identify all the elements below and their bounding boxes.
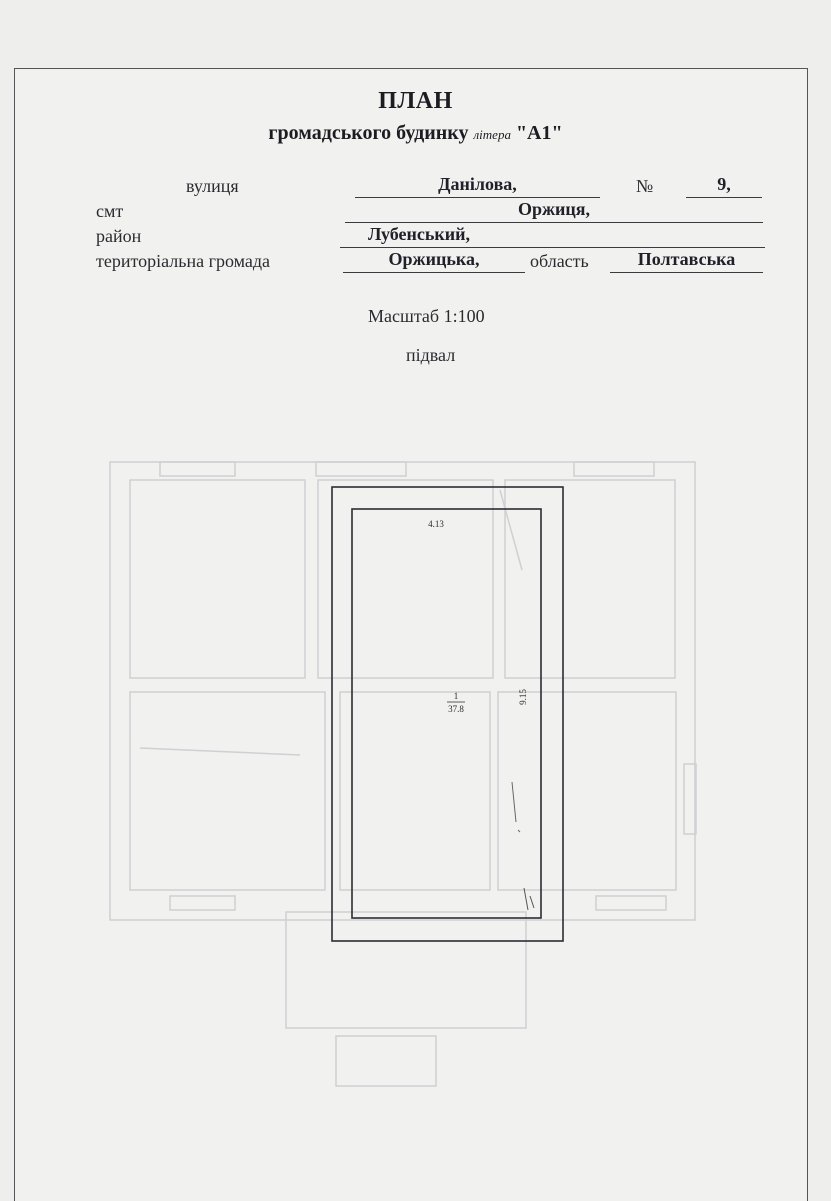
- number-label: №: [636, 176, 654, 196]
- room-area: 37.8: [448, 704, 464, 714]
- community-label: територіальна громада: [96, 251, 271, 271]
- background-floor-plan: [110, 462, 696, 1086]
- basement-room-outline: [352, 509, 541, 918]
- settlement-label: смт: [96, 201, 124, 221]
- subtitle-small: літера: [473, 127, 511, 142]
- district-value: Лубенський,: [368, 224, 470, 244]
- street-value: Данілова,: [438, 174, 517, 194]
- number-value: 9,: [717, 174, 731, 194]
- document-title: ПЛАН: [378, 88, 453, 114]
- subtitle-main: громадського будинку: [268, 122, 469, 144]
- settlement-value: Оржиця,: [517, 199, 591, 219]
- pen-mark: [512, 782, 520, 832]
- street-label: вулиця: [186, 176, 239, 196]
- subtitle-letter: "А1": [515, 122, 563, 144]
- room-number: 1: [453, 691, 459, 701]
- width-dimension: 4.13: [428, 519, 444, 529]
- basement-outer-wall: [332, 487, 563, 941]
- length-dimension: 9.15: [518, 689, 528, 705]
- district-label: район: [96, 226, 142, 246]
- floor-label: підвал: [406, 345, 456, 365]
- community-value: Оржицька,: [388, 249, 480, 269]
- scale-label: Масштаб 1:100: [368, 306, 485, 326]
- region-value: Полтавська: [637, 249, 736, 269]
- pen-mark-lower: [524, 888, 534, 910]
- region-label: область: [530, 251, 589, 271]
